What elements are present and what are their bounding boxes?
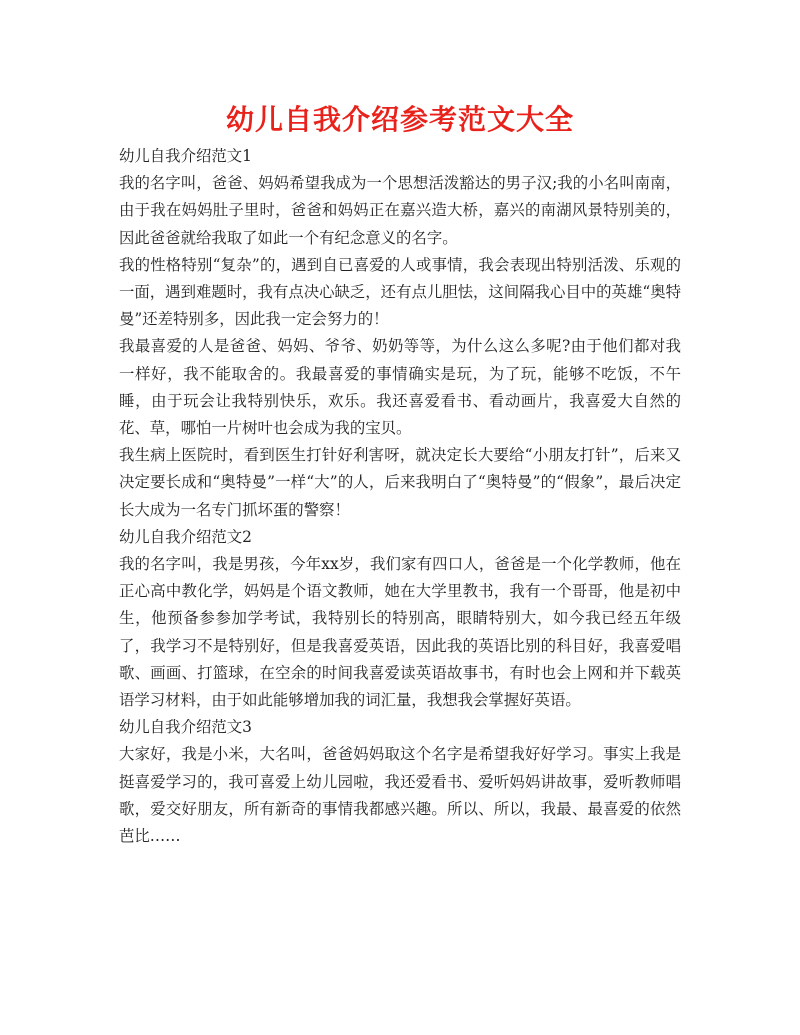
paragraph: 我最喜爱的人是爸爸、妈妈、爷爷、奶奶等等，为什么这么多呢?由于他们都对我一样好，我不能取舍的。我最喜爱的事情确实是玩，为了玩，能够不吃饭，不午睡，由于玩会让我特别快乐，欢乐。我还喜爱看书、看动画片，我喜爱大自然的花、草，哪怕一片树叶也会成为我的宝贝。 — [119, 337, 681, 438]
section-3 — [119, 714, 681, 850]
section-1 — [119, 143, 681, 524]
paragraph: 我的性格特别“复杂”的，遇到自已喜爱的人或事情，我会表现出特别活泼、乐观的一面，遇到难题时，我有点决心缺乏，还有点儿胆怯，这间隔我心目中的英雄“奥特曼”还差特别多，因此我一定会努力的！ — [119, 255, 681, 329]
document-body — [119, 143, 681, 850]
section-heading: 幼儿自我介绍范文3 — [119, 718, 252, 737]
section-2 — [119, 524, 681, 714]
section-heading: 幼儿自我介绍范文2 — [119, 527, 252, 546]
document-title: 幼儿自我介绍参考范文大全 — [225, 103, 574, 136]
paragraph: 我的名字叫，我是男孩，今年xx岁，我们家有四口人，爸爸是一个化学教师，他在正心高中教化学，妈妈是个语文教师，她在大学里教书，我有一个哥哥，他是初中生，他预备参参加学考试，我特别长的特别高，眼睛特别大，如今我已经五年级了，我学习不是特别好，但是我喜爱英语，因此我的英语比别的科目好，我喜爱唱歌、画画、打篮球，在空余的时间我喜爱读英语故事书，有时也会上网和并下载英语学习材料，由于如此能够增加我的词汇量，我想我会掌握好英语。 — [119, 555, 681, 710]
paragraph: 我的名字叫，爸爸、妈妈希望我成为一个思想活泼豁达的男子汉;我的小名叫南南，由于我在妈妈肚子里时，爸爸和妈妈正在嘉兴造大桥，嘉兴的南湖风景特别美的，因此爸爸就给我取了如此一个有纪念意义的名字。 — [119, 174, 681, 247]
section-heading: 幼儿自我介绍范文1 — [119, 147, 252, 165]
paragraph: 我生病上医院时，看到医生打针好利害呀，就决定长大要给“小朋友打针”，后来又决定要长成和“奥特曼”一样“大”的人，后来我明白了“奥特曼”的“假象”，最后决定长大成为一名专门抓坏蛋的警察！ — [119, 446, 681, 519]
paragraph: 大家好，我是小米，大名叫，爸爸妈妈取这个名字是希望我好好学习。事实上我是挺喜爱学习的，我可喜爱上幼儿园啦，我还爱看书、爱听妈妈讲故事，爱听教师唱歌，爱交好朋友，所有新奇的事情我都感兴趣。所以、所以，我最、最喜爱的依然芭比…… — [119, 745, 681, 846]
